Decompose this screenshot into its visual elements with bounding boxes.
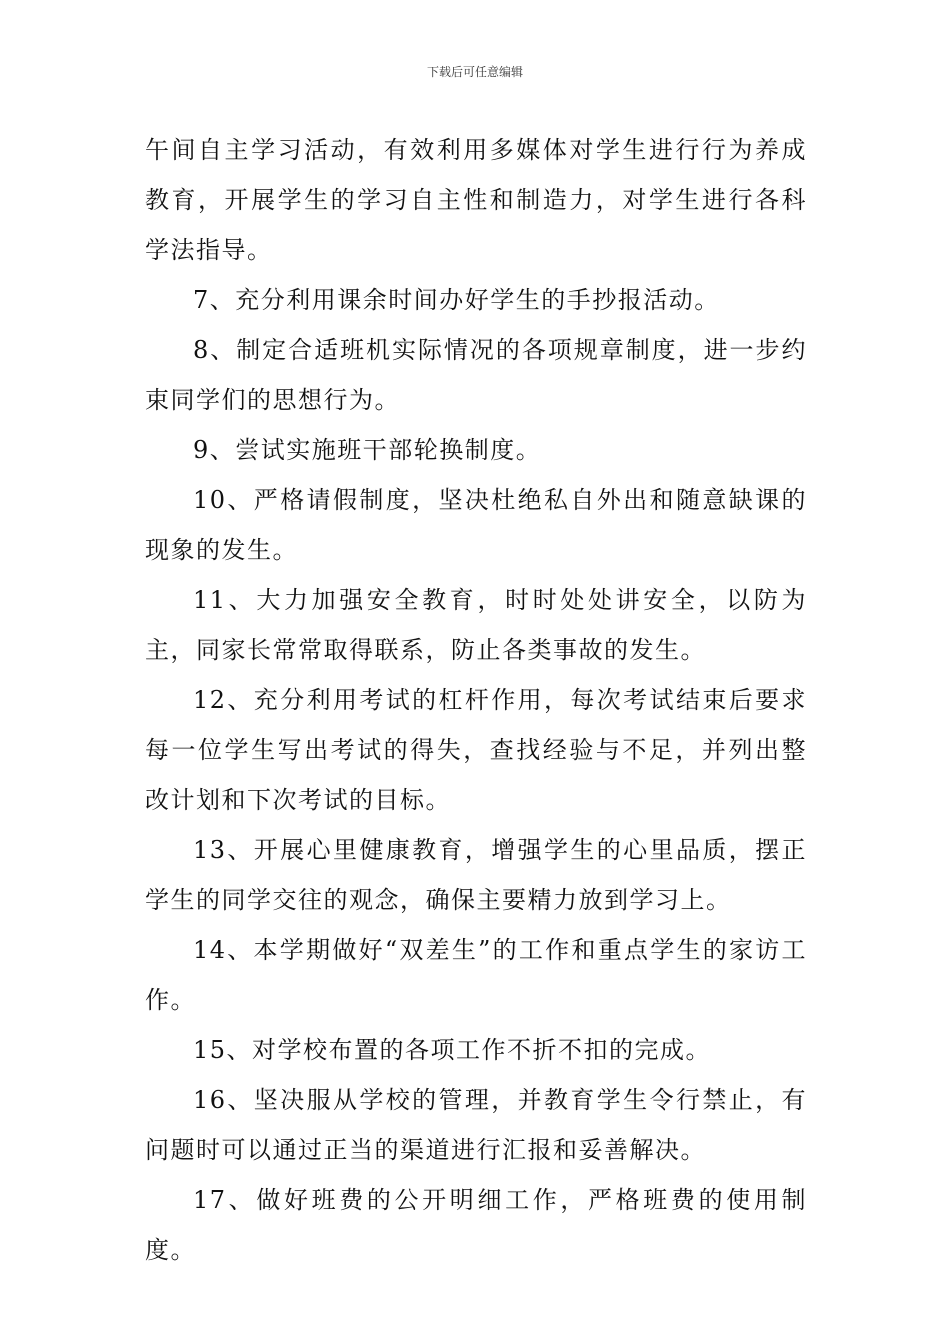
document-body	[145, 125, 807, 1275]
paragraph-item-15: 15、对学校布置的各项工作不折不扣的完成。	[193, 1036, 712, 1064]
paragraph-item-9: 9、尝试实施班干部轮换制度。	[193, 436, 542, 464]
paragraph-item-7: 7、充分利用课余时间办好学生的手抄报活动。	[193, 286, 720, 314]
paragraph-continued: 午间自主学习活动，有效利用多媒体对学生进行行为养成教育，开展学生的学习自主性和制造力，对学生进行各科学法指导。	[145, 136, 807, 264]
paragraph-item-16: 16、坚决服从学校的管理，并教育学生令行禁止，有问题时可以通过正当的渠道进行汇报和妥善解决。	[145, 1086, 807, 1164]
page-header-note: 下载后可任意编辑	[426, 65, 523, 79]
paragraph-item-13: 13、开展心里健康教育，增强学生的心里品质，摆正学生的同学交往的观念，确保主要精力放到学习上。	[145, 836, 807, 914]
paragraph-item-10: 10、严格请假制度，坚决杜绝私自外出和随意缺课的现象的发生。	[145, 486, 807, 564]
paragraph-item-14: 14、本学期做好“双差生”的工作和重点学生的家访工作。	[145, 936, 807, 1014]
paragraph-item-11: 11、大力加强安全教育，时时处处讲安全，以防为主，同家长常常取得联系，防止各类事故的发生。	[145, 586, 807, 664]
paragraph-item-8: 8、制定合适班机实际情况的各项规章制度，进一步约束同学们的思想行为。	[145, 336, 807, 414]
paragraph-item-12: 12、充分利用考试的杠杆作用，每次考试结束后要求每一位学生写出考试的得失，查找经验与不足，并列出整改计划和下次考试的目标。	[145, 686, 807, 814]
paragraph-item-17: 17、做好班费的公开明细工作，严格班费的使用制度。	[145, 1186, 807, 1264]
